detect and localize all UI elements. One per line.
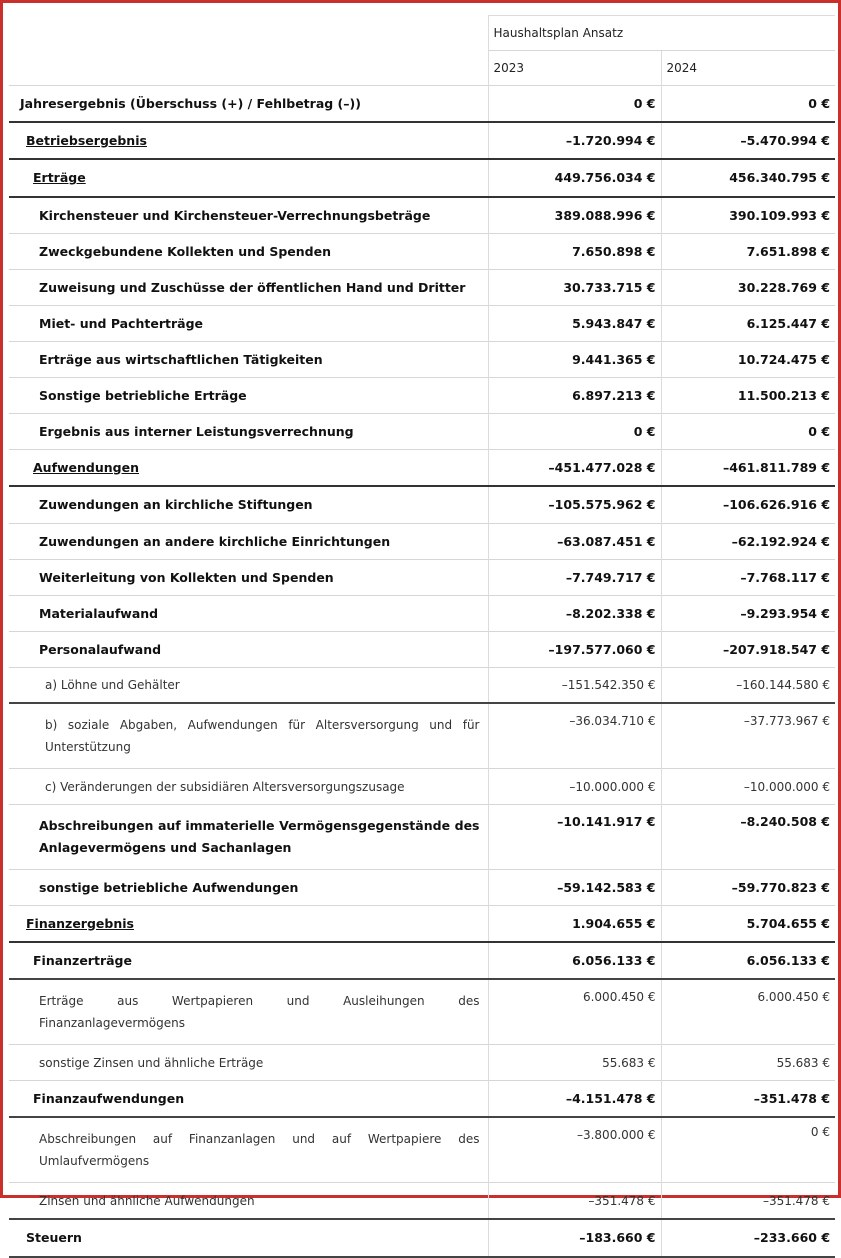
- table-row: [9, 197, 835, 234]
- value-2023: –7.749.717 €: [488, 560, 661, 596]
- value-2024: –59.770.823 €: [661, 870, 835, 906]
- row-label: Abschreibungen auf Finanzanlagen und auf Wertpapiere des Umlaufvermögens: [9, 1117, 488, 1183]
- section-link-aufwendungen[interactable]: Aufwendungen: [33, 459, 140, 475]
- value-2023: –197.577.060 €: [488, 632, 661, 668]
- value-2024: –62.192.924 €: [661, 524, 835, 560]
- row-label: a) Löhne und Gehälter: [9, 668, 488, 704]
- value-2024: 11.500.213 €: [661, 378, 835, 414]
- budget-table: [9, 15, 835, 1258]
- value-2023: –63.087.451 €: [488, 524, 661, 560]
- value-2023: 0 €: [488, 86, 661, 123]
- value-2023: –36.034.710 €: [488, 703, 661, 769]
- table-row: [9, 906, 835, 943]
- value-2023: 6.000.450 €: [488, 979, 661, 1045]
- value-2023: 5.943.847 €: [488, 306, 661, 342]
- value-2023: 9.441.365 €: [488, 342, 661, 378]
- section-link-betriebsergebnis[interactable]: Betriebsergebnis: [26, 132, 147, 148]
- column-header-2023: 2023: [488, 51, 661, 86]
- row-label: Jahresergebnis (Überschuss (+) / Fehlbetrag (–)): [9, 86, 488, 123]
- value-2023: 7.650.898 €: [488, 234, 661, 270]
- row-label: Finanzerträge: [9, 942, 488, 979]
- section-link-finanzergebnis[interactable]: Finanzergebnis: [26, 915, 134, 931]
- row-label: [9, 906, 488, 943]
- row-label: Abschreibungen auf immaterielle Vermögensgegenstände des Anlagevermögens und Sachanlagen: [9, 805, 488, 870]
- table-row: [9, 1183, 835, 1220]
- value-2024: 7.651.898 €: [661, 234, 835, 270]
- value-2023: 449.756.034 €: [488, 159, 661, 197]
- value-2024: 6.056.133 €: [661, 942, 835, 979]
- value-2024: 0 €: [661, 86, 835, 123]
- value-2024: –351.478 €: [661, 1183, 835, 1220]
- row-label: [9, 159, 488, 197]
- value-2023: –8.202.338 €: [488, 596, 661, 632]
- row-label: Erträge aus wirtschaftlichen Tätigkeiten: [9, 342, 488, 378]
- table-row: [9, 942, 835, 979]
- value-2024: –8.240.508 €: [661, 805, 835, 870]
- value-2023: –1.720.994 €: [488, 122, 661, 159]
- row-label: b) soziale Abgaben, Aufwendungen für Altersversorgung und für Unterstützung: [9, 703, 488, 769]
- column-header-2024: 2024: [661, 51, 835, 86]
- value-2024: 0 €: [661, 414, 835, 450]
- row-label: Erträge aus Wertpapieren und Ausleihungen des Finanzanlagevermögens: [9, 979, 488, 1045]
- value-2023: –3.800.000 €: [488, 1117, 661, 1183]
- value-2023: 30.733.715 €: [488, 270, 661, 306]
- table-row: [9, 1117, 835, 1183]
- value-2023: –151.542.350 €: [488, 668, 661, 704]
- value-2024: –106.626.916 €: [661, 486, 835, 524]
- value-2024: 390.109.993 €: [661, 197, 835, 234]
- header-empty-cell: [9, 51, 488, 86]
- row-label: Zinsen und ähnliche Aufwendungen: [9, 1183, 488, 1220]
- value-2024: 6.000.450 €: [661, 979, 835, 1045]
- value-2024: 5.704.655 €: [661, 906, 835, 943]
- table-row: [9, 234, 835, 270]
- value-2024: 55.683 €: [661, 1045, 835, 1081]
- header-empty-cell: [9, 16, 488, 51]
- table-row: [9, 524, 835, 560]
- value-2024: –10.000.000 €: [661, 769, 835, 805]
- row-label: Zweckgebundene Kollekten und Spenden: [9, 234, 488, 270]
- table-row: [9, 342, 835, 378]
- value-2024: 30.228.769 €: [661, 270, 835, 306]
- value-2024: –233.660 €: [661, 1219, 835, 1257]
- value-2024: –5.470.994 €: [661, 122, 835, 159]
- row-label: sonstige Zinsen und ähnliche Erträge: [9, 1045, 488, 1081]
- value-2023: –351.478 €: [488, 1183, 661, 1220]
- table-row: [9, 769, 835, 805]
- table-row: [9, 306, 835, 342]
- row-label: Weiterleitung von Kollekten und Spenden: [9, 560, 488, 596]
- table-row: [9, 270, 835, 306]
- row-label: Personalaufwand: [9, 632, 488, 668]
- row-label: Kirchensteuer und Kirchensteuer-Verrechnungsbeträge: [9, 197, 488, 234]
- row-label: Zuwendungen an andere kirchliche Einrichtungen: [9, 524, 488, 560]
- value-2024: –160.144.580 €: [661, 668, 835, 704]
- table-row: [9, 378, 835, 414]
- table-row: [9, 450, 835, 487]
- value-2024: –7.768.117 €: [661, 560, 835, 596]
- value-2024: –207.918.547 €: [661, 632, 835, 668]
- value-2023: –183.660 €: [488, 1219, 661, 1257]
- row-label: Sonstige betriebliche Erträge: [9, 378, 488, 414]
- table-row: [9, 1219, 835, 1257]
- column-group-title: Haushaltsplan Ansatz: [488, 16, 835, 51]
- table-row: [9, 122, 835, 159]
- row-label: Materialaufwand: [9, 596, 488, 632]
- value-2024: 6.125.447 €: [661, 306, 835, 342]
- table-row: [9, 486, 835, 524]
- table-row: [9, 632, 835, 668]
- row-label: Finanzaufwendungen: [9, 1081, 488, 1118]
- table-row: [9, 805, 835, 870]
- section-link-ertraege[interactable]: Erträge: [33, 170, 86, 185]
- value-2023: 55.683 €: [488, 1045, 661, 1081]
- value-2023: –451.477.028 €: [488, 450, 661, 487]
- table-row: [9, 668, 835, 704]
- row-label: sonstige betriebliche Aufwendungen: [9, 870, 488, 906]
- value-2023: 6.056.133 €: [488, 942, 661, 979]
- table-row: [9, 86, 835, 123]
- row-label: Steuern: [9, 1219, 488, 1257]
- table-row: [9, 159, 835, 197]
- value-2023: –10.000.000 €: [488, 769, 661, 805]
- table-row: [9, 870, 835, 906]
- row-label: [9, 122, 488, 159]
- value-2023: 6.897.213 €: [488, 378, 661, 414]
- value-2024: 10.724.475 €: [661, 342, 835, 378]
- table-row: [9, 703, 835, 769]
- table-row: [9, 414, 835, 450]
- value-2023: 389.088.996 €: [488, 197, 661, 234]
- value-2023: 1.904.655 €: [488, 906, 661, 943]
- table-row: [9, 1081, 835, 1118]
- row-label: c) Veränderungen der subsidiären Altersversorgungszusage: [9, 769, 488, 805]
- table-row: [9, 560, 835, 596]
- value-2024: –37.773.967 €: [661, 703, 835, 769]
- value-2023: –105.575.962 €: [488, 486, 661, 524]
- value-2023: –4.151.478 €: [488, 1081, 661, 1118]
- table-row: [9, 979, 835, 1045]
- value-2023: –59.142.583 €: [488, 870, 661, 906]
- value-2024: –461.811.789 €: [661, 450, 835, 487]
- row-label: Zuweisung und Zuschüsse der öffentlichen Hand und Dritter: [9, 270, 488, 306]
- row-label: Ergebnis aus interner Leistungsverrechnung: [9, 414, 488, 450]
- value-2024: 456.340.795 €: [661, 159, 835, 197]
- row-label: Miet- und Pachterträge: [9, 306, 488, 342]
- table-row: [9, 1045, 835, 1081]
- table-row: [9, 596, 835, 632]
- value-2023: –10.141.917 €: [488, 805, 661, 870]
- value-2024: –351.478 €: [661, 1081, 835, 1118]
- value-2024: 0 €: [661, 1117, 835, 1183]
- row-label: [9, 450, 488, 487]
- value-2023: 0 €: [488, 414, 661, 450]
- value-2024: –9.293.954 €: [661, 596, 835, 632]
- header-row-years: [9, 51, 835, 86]
- row-label: Zuwendungen an kirchliche Stiftungen: [9, 486, 488, 524]
- header-row-group: [9, 16, 835, 51]
